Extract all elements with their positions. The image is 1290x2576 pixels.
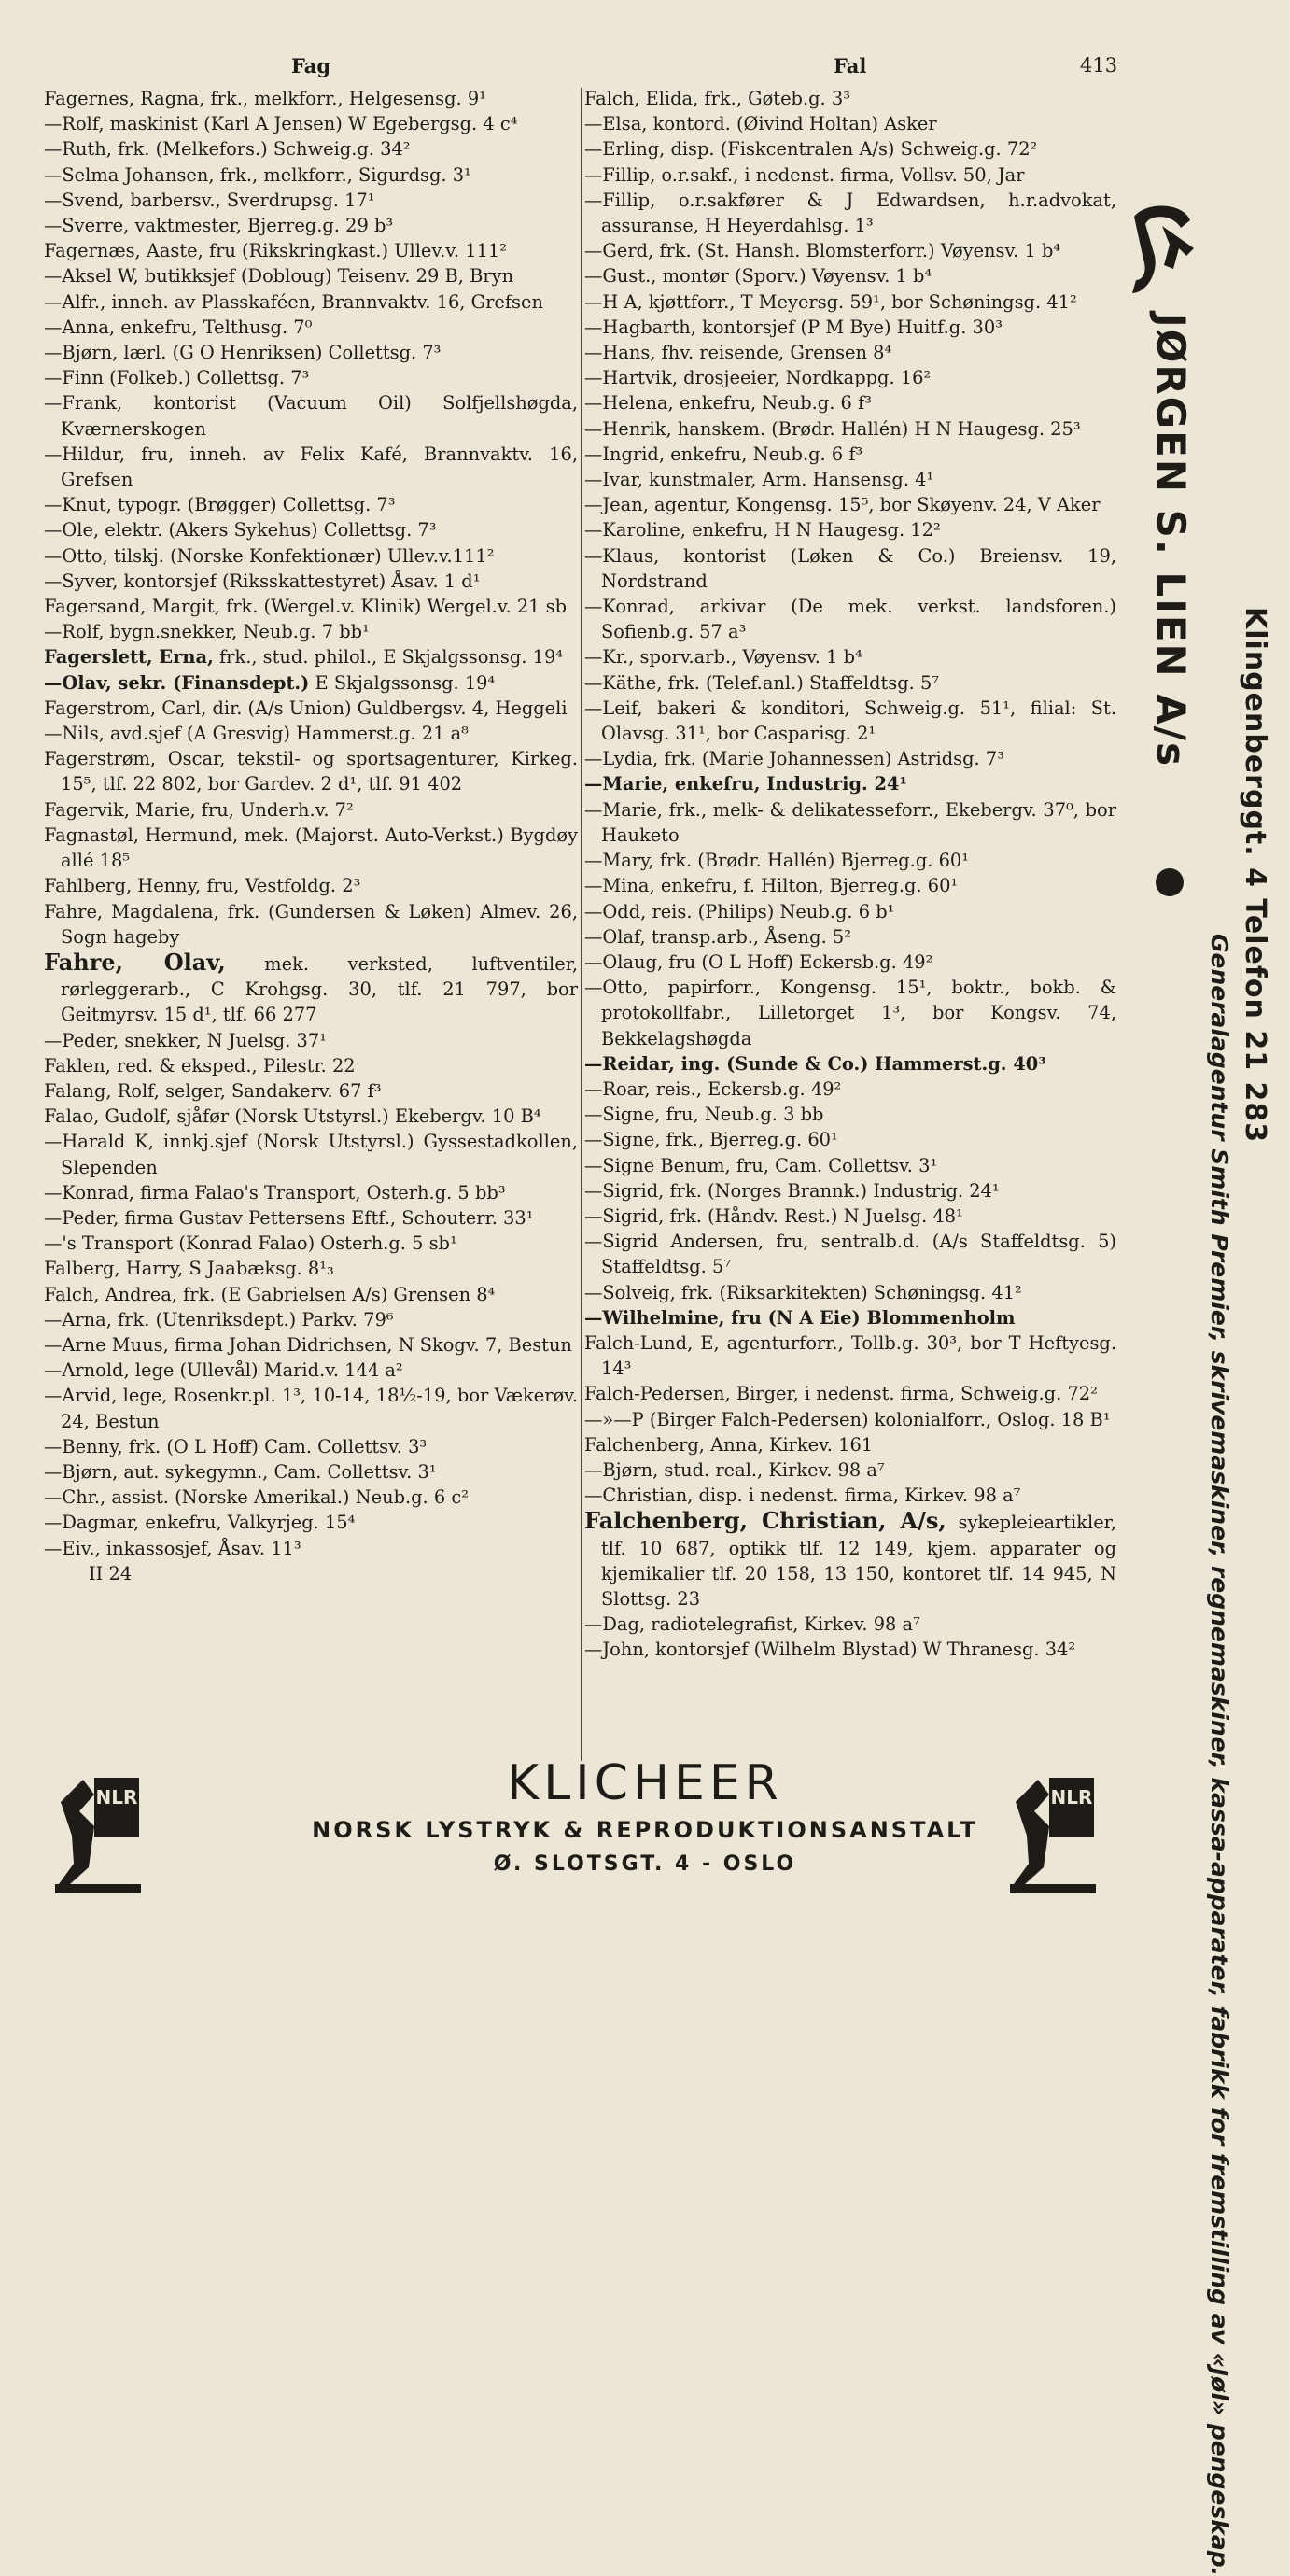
directory-entry: —Otto, papirforr., Kongensg. 15¹, boktr., bokb. & protokollfabr., Lilletorget 1³, bor Kongsv. 74, Bekkelagshøgda bbox=[584, 977, 1116, 1049]
footer-title: KLICHEER bbox=[507, 1755, 783, 1811]
directory-entry: Falch, Elida, frk., Gøteb.g. 3³ bbox=[584, 88, 850, 109]
directory-entry: —Anna, enkefru, Telthusg. 7⁰ bbox=[44, 316, 313, 338]
directory-entry bbox=[44, 950, 578, 1028]
entry-details: E Skjalgssonsg. 19⁴ bbox=[309, 671, 496, 694]
directory-entry: —'s Transport (Konrad Falao) Osterh.g. 5 sb¹ bbox=[44, 1232, 457, 1255]
directory-entry: —Bjørn, aut. sykegymn., Cam. Collettsv. 3¹ bbox=[44, 1460, 437, 1483]
directory-entry: —Hartvik, drosjeeier, Nordkappg. 16² bbox=[584, 367, 932, 389]
directory-entry: Fagerstrøm, Oscar, tekstil- og sportsagenturer, Kirkeg. 15⁵, tlf. 22 802, bor Gardev. 2 d¹, tlf. 91 402 bbox=[44, 748, 578, 795]
directory-entry: —Odd, reis. (Philips) Neub.g. 6 b¹ bbox=[584, 900, 895, 922]
jl-monogram-icon bbox=[1127, 200, 1198, 312]
directory-entry: —Hildur, fru, inneh. av Felix Kafé, Brannvaktv. 16, Grefsen bbox=[44, 443, 578, 491]
sidebar-company-name: JØRGEN S. LIEN A/s bbox=[1148, 313, 1194, 768]
directory-entry: —Konrad, arkivar (De mek. verkst. landsforen.) Sofienb.g. 57 a³ bbox=[584, 596, 1116, 643]
directory-entry: —Lydia, frk. (Marie Johannessen) Astridsg. 7³ bbox=[584, 748, 1004, 770]
left-column bbox=[44, 86, 578, 1586]
directory-entry: —Finn (Folkeb.) Collettsg. 7³ bbox=[44, 367, 310, 389]
directory-entry: —Helena, enkefru, Neub.g. 6 f³ bbox=[584, 392, 872, 415]
header-middle-guide: Fal bbox=[834, 54, 867, 77]
signature-mark: II 24 bbox=[89, 1562, 133, 1584]
directory-entry: —»—P (Birger Falch-Pedersen) kolonialforr., Oslog. 18 B¹ bbox=[584, 1408, 1111, 1430]
directory-entry: —Klaus, kontorist (Løken & Co.) Breiensv. 19, Nordstrand bbox=[584, 544, 1116, 592]
directory-entry: —Syver, kontorsjef (Riksskattestyret) Åsav. 1 d¹ bbox=[44, 570, 481, 592]
directory-entry bbox=[584, 1508, 1116, 1612]
directory-entry: Fagersand, Margit, frk. (Wergel.v. Klinik) Wergel.v. 21 sb bbox=[44, 596, 568, 618]
directory-entry: —Hans, fhv. reisende, Grensen 8⁴ bbox=[584, 342, 892, 364]
directory-entry: —Selma Johansen, frk., melkforr., Sigurdsg. 3¹ bbox=[44, 163, 471, 186]
directory-entry: —Karoline, enkefru, H N Haugesg. 12² bbox=[584, 519, 941, 542]
directory-entry: —Peder, snekker, N Juelsg. 37¹ bbox=[44, 1029, 327, 1051]
right-column bbox=[584, 86, 1116, 1663]
directory-entry: —Fillip, o.r.sakf., i nedenst. firma, Vollsv. 50, Jar bbox=[584, 163, 1025, 186]
directory-entry: —Dag, radiotelegrafist, Kirkev. 98 a⁷ bbox=[584, 1613, 920, 1636]
entry-details: frk., stud. philol., E Skjalgssonsg. 19⁴ bbox=[213, 646, 564, 669]
directory-entry: Fagerstrom, Carl, dir. (A/s Union) Guldbergsv. 4, Heggeli bbox=[44, 697, 568, 719]
page-number: 413 bbox=[1080, 54, 1118, 77]
directory-entry: Fagernæs, Aaste, fru (Rikskringkast.) Ullev.v. 111² bbox=[44, 240, 507, 262]
directory-entry: —Elsa, kontord. (Øivind Holtan) Asker bbox=[584, 113, 937, 135]
directory-entry: —Solveig, frk. (Riksarkitekten) Schøningsg. 41² bbox=[584, 1281, 1022, 1303]
entry-name: —Reidar, ing. (Sunde & Co.) Hammerst.g. 40³ bbox=[584, 1052, 1046, 1075]
directory-entry: —Käthe, frk. (Telef.anl.) Staffeldtsg. 5⁷ bbox=[584, 671, 940, 694]
directory-entry: Fahre, Magdalena, frk. (Gundersen & Løken) Almev. 26, Sogn hageby bbox=[44, 900, 578, 948]
bullet-dot-icon bbox=[1156, 868, 1184, 896]
directory-entry: —Otto, tilskj. (Norske Konfektionær) Ullev.v.111² bbox=[44, 544, 495, 567]
column-divider bbox=[581, 88, 582, 1761]
svg-text:NLR: NLR bbox=[95, 1786, 138, 1809]
entry-details: mek. verksted, luftventiler, rørleggerarb., C Krohgsg. 30, tlf. 21 797, bor Geitmyrsv. 15 d¹, tlf. 66 277 bbox=[61, 952, 578, 1026]
directory-entry: Falchenberg, Anna, Kirkev. 161 bbox=[584, 1433, 874, 1456]
directory-entry: —Nils, avd.sjef (A Gresvig) Hammerst.g. 21 a⁸ bbox=[44, 723, 469, 745]
directory-entry: —Bjørn, stud. real., Kirkev. 98 a⁷ bbox=[584, 1458, 885, 1481]
directory-entry: —Ole, elektr. (Akers Sykehus) Collettsg. 7³ bbox=[44, 519, 437, 542]
directory-entry: Faklen, red. & eksped., Pilestr. 22 bbox=[44, 1054, 356, 1077]
directory-entry: Falberg, Harry, S Jaabæksg. 8¹₃ bbox=[44, 1258, 334, 1280]
directory-entry bbox=[584, 771, 1116, 796]
directory-entry bbox=[584, 1305, 1116, 1330]
entry-name: —Olav, sekr. (Finansdept.) bbox=[44, 671, 310, 694]
directory-entry: —Harald K, innkj.sjef (Norsk Utstyrsl.) Gyssestadkollen, Slependen bbox=[44, 1131, 578, 1178]
entry-name: Fahre, Olav, bbox=[44, 948, 226, 976]
directory-entry: —Kr., sporv.arb., Vøyensv. 1 b⁴ bbox=[584, 646, 862, 669]
directory-entry: Falao, Gudolf, sjåfør (Norsk Utstyrsl.) Ekebergv. 10 B⁴ bbox=[44, 1105, 541, 1128]
sidebar-advertisement bbox=[1125, 196, 1288, 2576]
directory-entry: —Peder, firma Gustav Pettersens Eftf., Schouterr. 33¹ bbox=[44, 1206, 534, 1229]
entry-name: —Marie, enkefru, Industrig. 24¹ bbox=[584, 773, 908, 795]
directory-entry: —Fillip, o.r.sakfører & J Edwardsen, h.r.advokat, assuranse, H Heyerdahlsg. 1³ bbox=[584, 189, 1116, 237]
directory-entry: —Dagmar, enkefru, Valkyrjeg. 15⁴ bbox=[44, 1512, 356, 1534]
directory-entry: —Roar, reis., Eckersb.g. 49² bbox=[584, 1077, 842, 1100]
directory-entry: —Signe, frk., Bjerreg.g. 60¹ bbox=[584, 1129, 838, 1151]
directory-entry: —Olaf, transp.arb., Åseng. 5² bbox=[584, 925, 852, 948]
directory-entry: —Ivar, kunstmaler, Arm. Hansensg. 4¹ bbox=[584, 469, 934, 491]
nlr-logo-icon bbox=[1006, 1774, 1100, 1895]
directory-entry: Fagernes, Ragna, frk., melkforr., Helgesensg. 9¹ bbox=[44, 88, 486, 109]
directory-entry: —Arnold, lege (Ullevål) Marid.v. 144 a² bbox=[44, 1359, 403, 1382]
directory-entry: —Jean, agentur, Kongensg. 15⁵, bor Skøyenv. 24, V Aker bbox=[584, 494, 1101, 516]
directory-entry: —Signe, fru, Neub.g. 3 bb bbox=[584, 1104, 824, 1126]
header-left-guide: Fag bbox=[291, 54, 331, 77]
directory-entry: —Mina, enkefru, f. Hilton, Bjerreg.g. 60¹ bbox=[584, 875, 959, 897]
entry-details: sykepleieartikler, tlf. 10 687, optikk tlf. 12 149, kjem. apparater og kjemikalier tlf. 20 158, 13 150, kontoret tlf. 14 945, N Slottsg. 23 bbox=[601, 1512, 1116, 1610]
entry-name: —Wilhelmine, fru (N A Eie) Blommenholm bbox=[584, 1306, 1016, 1329]
directory-entry: —Mary, frk. (Brødr. Hallén) Bjerreg.g. 60¹ bbox=[584, 850, 970, 872]
directory-entry: —Svend, barbersv., Sverdrupsg. 17¹ bbox=[44, 189, 375, 211]
directory-entry: —Chr., assist. (Norske Amerikal.) Neub.g. 6 c² bbox=[44, 1486, 470, 1509]
directory-entry: —Eiv., inkassosjef, Åsav. 11³ bbox=[44, 1537, 301, 1559]
directory-entry: —Signe Benum, fru, Cam. Collettsv. 3¹ bbox=[584, 1154, 938, 1176]
directory-entry: —H A, kjøttforr., T Meyersg. 59¹, bor Schøningsg. 41² bbox=[584, 290, 1077, 313]
directory-entry bbox=[44, 644, 578, 669]
directory-entry: Fagnastøl, Hermund, mek. (Majorst. Auto-Verkst.) Bygdøy allé 18⁵ bbox=[44, 823, 578, 872]
entry-name: Fagerslett, Erna, bbox=[44, 646, 214, 669]
directory-entry: —Leif, bakeri & konditori, Schweig.g. 51¹, filial: St. Olavsg. 31¹, bor Casparisg. 2¹ bbox=[584, 697, 1116, 745]
page-header bbox=[0, 54, 1290, 82]
svg-text:NLR: NLR bbox=[1050, 1786, 1093, 1809]
directory-entry: —Gerd, frk. (St. Hansh. Blomsterforr.) Vøyensv. 1 b⁴ bbox=[584, 240, 1061, 262]
directory-entry: —Arne Muus, firma Johan Didrichsen, N Skogv. 7, Bestun bbox=[44, 1333, 572, 1356]
directory-entry: —Benny, frk. (O L Hoff) Cam. Collettsv. 3³ bbox=[44, 1435, 428, 1457]
directory-entry: —Ingrid, enkefru, Neub.g. 6 f³ bbox=[584, 443, 863, 465]
directory-entry: —Hagbarth, kontorsjef (P M Bye) Huitf.g. 30³ bbox=[584, 316, 1003, 338]
sidebar-description: Generalagentur Smith Premier, skrivemaskiner, regnemaskiner, kassa-apparater, fabrikk for fremstilling av «Jøl» pengeskap. bbox=[1206, 934, 1233, 2576]
directory-entry: Fagervik, Marie, fru, Underh.v. 7² bbox=[44, 798, 354, 821]
directory-entry: —Rolf, maskinist (Karl A Jensen) W Egebergsg. 4 c⁴ bbox=[44, 113, 518, 135]
directory-entry: —Frank, kontorist (Vacuum Oil) Solfjellshøgda, Kværnerskogen bbox=[44, 392, 578, 440]
directory-entry: —Konrad, firma Falao's Transport, Osterh.g. 5 bb³ bbox=[44, 1181, 506, 1204]
footer-address: Ø. SLOTSGT. 4 - OSLO bbox=[493, 1852, 797, 1876]
footer-subtitle: NORSK LYSTRYK & REPRODUKTIONSANSTALT bbox=[312, 1817, 978, 1843]
directory-entry: Falch, Andrea, frk. (E Gabrielsen A/s) Grensen 8⁴ bbox=[44, 1283, 496, 1305]
directory-entry: —Sigrid, frk. (Håndv. Rest.) N Juelsg. 48¹ bbox=[584, 1204, 963, 1227]
directory-entry: Fahlberg, Henny, fru, Vestfoldg. 2³ bbox=[44, 875, 361, 897]
directory-entry: —Gust., montør (Sporv.) Vøyensv. 1 b⁴ bbox=[584, 265, 932, 288]
directory-entry: —Sverre, vaktmester, Bjerreg.g. 29 b³ bbox=[44, 215, 394, 237]
directory-entry: Falang, Rolf, selger, Sandakerv. 67 f³ bbox=[44, 1079, 382, 1102]
directory-entry: —Henrik, hanskem. (Brødr. Hallén) H N Haugesg. 25³ bbox=[584, 417, 1081, 440]
directory-entry: Falch-Lund, E, agenturforr., Tollb.g. 30³, bor T Heftyesg. 14³ bbox=[584, 1331, 1116, 1380]
directory-entry: —Sigrid Andersen, fru, sentralb.d. (A/s Staffeldtsg. 5) Staffeldtsg. 5⁷ bbox=[584, 1231, 1116, 1278]
directory-entry: —Knut, typogr. (Brøgger) Collettsg. 7³ bbox=[44, 494, 396, 516]
directory-entry: —Christian, disp. i nedenst. firma, Kirkev. 98 a⁷ bbox=[584, 1485, 1021, 1507]
entry-name: Falchenberg, Christian, A/s, bbox=[584, 1507, 946, 1535]
directory-entry: —Alfr., inneh. av Plasskaféen, Brannvaktv. 16, Grefsen bbox=[44, 290, 543, 313]
directory-entry: Falch-Pedersen, Birger, i nedenst. firma, Schweig.g. 72² bbox=[584, 1383, 1098, 1405]
directory-entry: —Olaug, fru (O L Hoff) Eckersb.g. 49² bbox=[584, 950, 933, 973]
directory-entry: —Sigrid, frk. (Norges Brannk.) Industrig. 24¹ bbox=[584, 1179, 1000, 1202]
directory-entry: —John, kontorsjef (Wilhelm Blystad) W Thranesg. 34² bbox=[584, 1639, 1076, 1661]
footer-advertisement bbox=[0, 1755, 1290, 1912]
directory-entry: —Marie, frk., melk- & delikatesseforr., Ekebergv. 37⁰, bor Hauketo bbox=[584, 798, 1116, 846]
directory-entry: —Bjørn, lærl. (G O Henriksen) Collettsg. 7³ bbox=[44, 342, 442, 364]
directory-entry: —Erling, disp. (Fiskcentralen A/s) Schweig.g. 72² bbox=[584, 138, 1038, 161]
directory-entry bbox=[44, 670, 578, 696]
directory-entry: —Rolf, bygn.snekker, Neub.g. 7 bb¹ bbox=[44, 621, 370, 643]
directory-entry: —Arvid, lege, Rosenkr.pl. 1³, 10-14, 18½-19, bor Vækerøv. 24, Bestun bbox=[44, 1385, 578, 1432]
directory-entry: —Aksel W, butikksjef (Dobloug) Teisenv. 29 B, Bryn bbox=[44, 265, 514, 288]
directory-entry: —Ruth, frk. (Melkefors.) Schweig.g. 34² bbox=[44, 138, 411, 161]
directory-entry bbox=[584, 1051, 1116, 1077]
sidebar-address: Klingenberggt. 4 Telefon 21 283 bbox=[1239, 607, 1271, 1144]
directory-entry: —Arna, frk. (Utenriksdept.) Parkv. 79⁶ bbox=[44, 1308, 394, 1330]
